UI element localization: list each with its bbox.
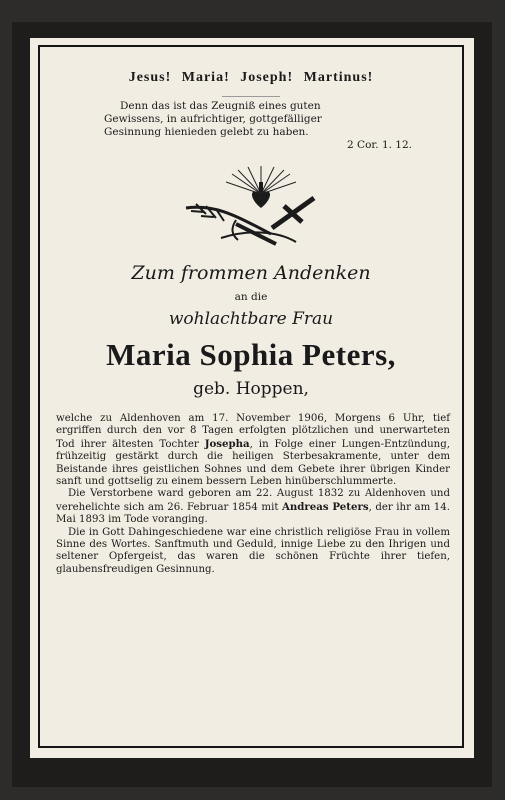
husband-name: Andreas Peters bbox=[281, 500, 369, 513]
biography-text bbox=[56, 413, 450, 576]
quote-reference: 2 Cor. 1. 12. bbox=[347, 139, 412, 151]
invocation-header bbox=[44, 70, 458, 86]
card-content bbox=[44, 50, 458, 740]
quote-line-1: Denn das ist das Zeugniß eines guten bbox=[120, 100, 321, 112]
header-divider bbox=[222, 96, 280, 97]
paragraph-2-text-a: Die Verstorbene ward geboren am 22. August 1832 zu Aldenhoven und verehelichte sich am 26. Februar 1854 mit bbox=[56, 488, 450, 513]
daughter-name: Josepha bbox=[204, 437, 250, 450]
deceased-name: Maria Sophia Peters, bbox=[106, 337, 396, 372]
religious-emblem-icon bbox=[176, 164, 326, 248]
biography-paragraph-3: Die in Gott Dahingeschiedene war eine christlich religiöse Frau in vollem Sinne des Wortes. Sanftmuth und Geduld, innige Liebe zu den Ihrigen und seltener Opfergeist, das waren die schönen Früchte ihrer tiefen, glaubensfreudigen Gesinnung. bbox=[56, 526, 450, 575]
invocation-maria: Maria! bbox=[181, 70, 230, 85]
quote-line-2: Gewissens, in aufrichtiger, gottgefälliger bbox=[104, 113, 322, 125]
paragraph-2-text-b: , der ihr am 14. Mai 1893 im Tode voranging. bbox=[56, 501, 450, 526]
maiden-name: geb. Hoppen, bbox=[193, 379, 309, 399]
paragraph-1-text-a: welche zu Aldenhoven am 17. November 1906, Morgens 6 Uhr, tief ergriffen durch den vor 8 Tagen erfolgten plötzlichen und unerwarteten Tod ihrer ältesten Tochter bbox=[56, 413, 450, 450]
quote-line-3: Gesinnung hienieden gelebt zu haben. bbox=[104, 126, 309, 138]
memorial-heading: Zum frommen Andenken bbox=[131, 262, 371, 284]
invocation-jesus: Jesus! bbox=[128, 70, 172, 85]
biography-paragraph-1 bbox=[56, 413, 450, 488]
invocation-martinus: Martinus! bbox=[303, 70, 374, 85]
scripture-quote bbox=[104, 100, 420, 152]
paragraph-1-text-b: , in Folge einer Lungen-Entzündung, frühzeitig gestärkt durch die heiligen Sterbesakramente, unter dem Beistande ihres geistlichen Sohnes und dem Gebete ihrer übrigen Kinder sanft und gottselig zu einem bessern Leben hinüberschlummerte. bbox=[56, 438, 451, 488]
invocation-joseph: Joseph! bbox=[240, 70, 294, 85]
an-die-text: an die bbox=[234, 291, 268, 303]
biography-paragraph-2 bbox=[56, 488, 450, 526]
honorific-title: wohlachtbare Frau bbox=[168, 309, 334, 329]
